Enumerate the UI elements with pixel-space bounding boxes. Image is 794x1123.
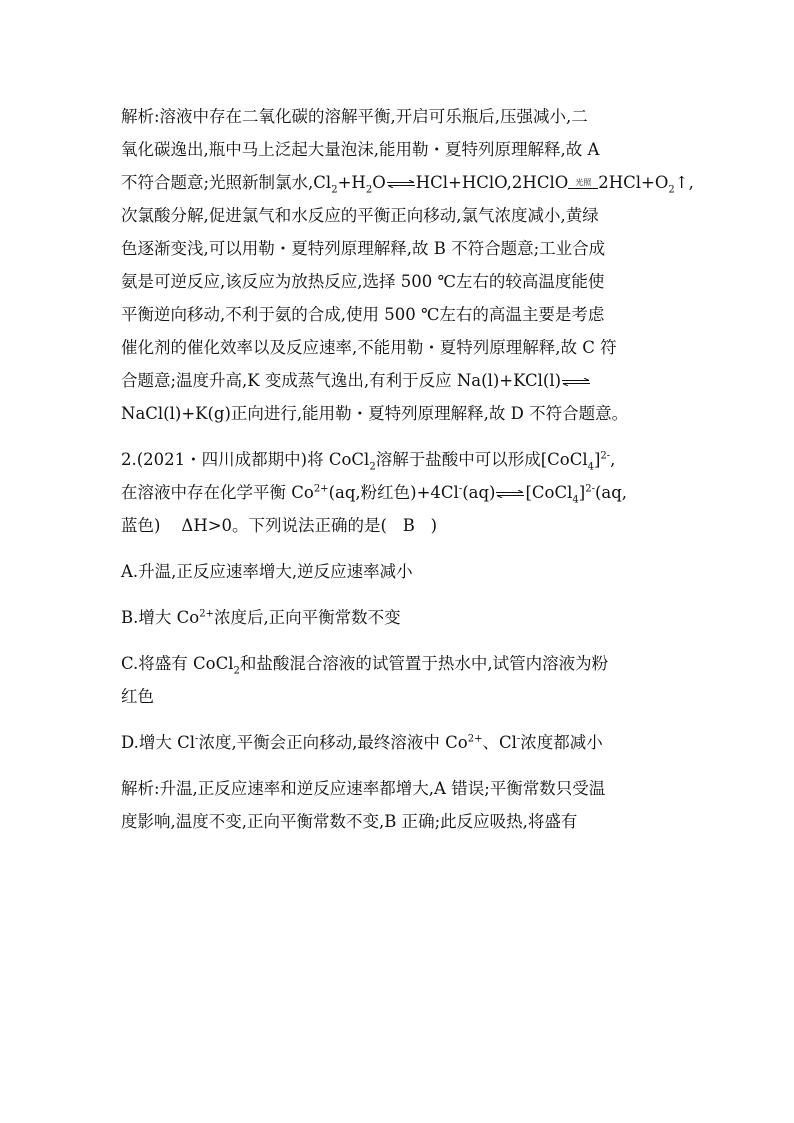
text-line: 氧化碳逸出,瓶中马上泛起大量泡沫,能用勒・夏特列原理解释,故 A <box>121 140 600 159</box>
text-line: 解析:溶液中存在二氧化碳的溶解平衡,开启可乐瓶后,压强减小,二 <box>121 107 588 126</box>
text-segment: 合题意;温度升高,K 变成蒸气逸出,有利于反应 Na(l)+KCl(l) <box>121 371 562 390</box>
question-line <box>121 443 683 476</box>
subscript: 2 <box>668 184 675 196</box>
text-line: 色逐渐变浅,可以用勒・夏特列原理解释,故 B 不符合题意;工业合成 <box>121 239 606 258</box>
superscript: 2+ <box>313 483 329 495</box>
text-segment: 、Cl <box>482 733 517 752</box>
option-line <box>121 726 683 759</box>
spacer <box>121 634 683 647</box>
text-line: 次氯酸分解,促进氯气和水反应的平衡正向移动,氯气浓度减小,黄绿 <box>121 206 599 225</box>
text-segment: 浓度,平衡会正向移动,最终溶液中 Co <box>198 733 468 752</box>
subscript: 4 <box>572 494 579 506</box>
text-segment: 溶解于盐酸中可以形成[CoCl <box>375 450 588 469</box>
text-segment: HCl+HClO,2HClO <box>415 173 569 192</box>
text-line-equation <box>121 364 683 397</box>
option-line <box>121 647 683 680</box>
question-2 <box>121 443 683 542</box>
text-line: 催化剂的催化效率以及反应速率,不能用勒・夏特列原理解释,故 C 符 <box>121 338 617 357</box>
text-segment: 和盐酸混合溶液的试管置于热水中,试管内溶液为粉 <box>239 654 609 673</box>
reversible-arrow-icon <box>496 490 524 498</box>
text-line: 平衡逆向移动,不利于氨的合成,使用 500 ℃左右的高温主要是考虑 <box>121 305 605 324</box>
reversible-arrow-icon <box>387 180 415 188</box>
text-line: NaCl(l)+K(g)正向进行,能用勒・夏特列原理解释,故 D 不符合题意。 <box>121 404 629 423</box>
explanation-paragraph-2 <box>121 772 683 838</box>
text-segment: 浓度都减小 <box>520 733 603 752</box>
superscript: 2- <box>600 450 611 462</box>
text-segment: D.增大 Cl <box>121 733 196 752</box>
superscript: 2- <box>585 483 595 495</box>
text-segment: 2.(2021・四川成都期中)将 CoCl <box>121 450 370 469</box>
superscript: 2+ <box>199 608 214 620</box>
text-segment: 不符合题意;光照新制氯水,Cl <box>121 173 332 192</box>
text-segment: 2HCl+O <box>598 173 669 192</box>
option-line <box>121 601 683 634</box>
text-segment: ↑, <box>674 173 694 192</box>
condition-line <box>568 188 598 189</box>
text-segment: +H <box>337 173 366 192</box>
question-line <box>121 509 683 542</box>
spacer <box>121 542 683 555</box>
explanation-paragraph-1 <box>121 100 694 430</box>
option-c <box>121 647 683 713</box>
superscript: - <box>195 733 199 745</box>
text-segment: (aq, <box>594 483 628 502</box>
superscript: - <box>516 733 521 745</box>
spacer <box>121 713 683 726</box>
spacer <box>121 759 683 772</box>
option-line: 红色 <box>121 687 154 706</box>
condition-label: 光照 <box>575 177 592 187</box>
option-line: A.升温,正反应速率增大,逆反应速率减小 <box>121 562 413 581</box>
text-segment: ] <box>593 450 601 469</box>
text-line: 度影响,温度不变,正向平衡常数不变,B 正确;此反应吸热,将盛有 <box>121 812 578 831</box>
text-segment: ] <box>578 483 586 502</box>
answer-spacer <box>387 516 403 535</box>
text-segment: ) <box>430 516 438 535</box>
subscript: 2 <box>331 184 338 196</box>
text-segment: 在溶液中存在化学平衡 Co <box>121 483 314 502</box>
text-segment: O <box>372 173 386 192</box>
subscript: 2 <box>233 665 240 677</box>
text-line: 解析:升温,正反应速率和逆反应速率都增大,A 错误;平衡常数只受温 <box>121 779 606 798</box>
text-segment: 浓度后,正向平衡常数不变 <box>213 608 401 627</box>
text-segment: 蓝色) ΔH>0。下列说法正确的是( <box>121 516 387 535</box>
option-d <box>121 726 683 759</box>
text-line: 氨是可逆反应,该反应为放热反应,选择 500 ℃左右的较高温度能使 <box>121 272 605 291</box>
text-line-equation <box>121 166 694 199</box>
reaction-condition <box>568 179 598 189</box>
text-segment: C.将盛有 CoCl <box>121 654 234 673</box>
text-segment: (aq,粉红色)+4Cl <box>328 483 459 502</box>
text-segment: B.增大 Co <box>121 608 200 627</box>
superscript: 2+ <box>467 733 483 745</box>
spacer <box>121 588 683 601</box>
subscript: 4 <box>587 461 594 473</box>
subscript: 2 <box>365 184 373 196</box>
document-content <box>121 100 694 838</box>
text-segment: , <box>610 450 616 469</box>
reversible-arrow-icon <box>562 378 590 386</box>
text-segment: (aq) <box>462 483 496 502</box>
text-segment: [CoCl <box>525 483 573 502</box>
answer-spacer <box>415 516 431 535</box>
question-line <box>121 476 683 509</box>
option-a <box>121 555 683 588</box>
superscript: - <box>458 483 463 495</box>
option-b <box>121 601 683 634</box>
subscript: 2 <box>369 461 376 473</box>
answer-letter: B <box>402 516 415 535</box>
spacer <box>121 430 683 443</box>
